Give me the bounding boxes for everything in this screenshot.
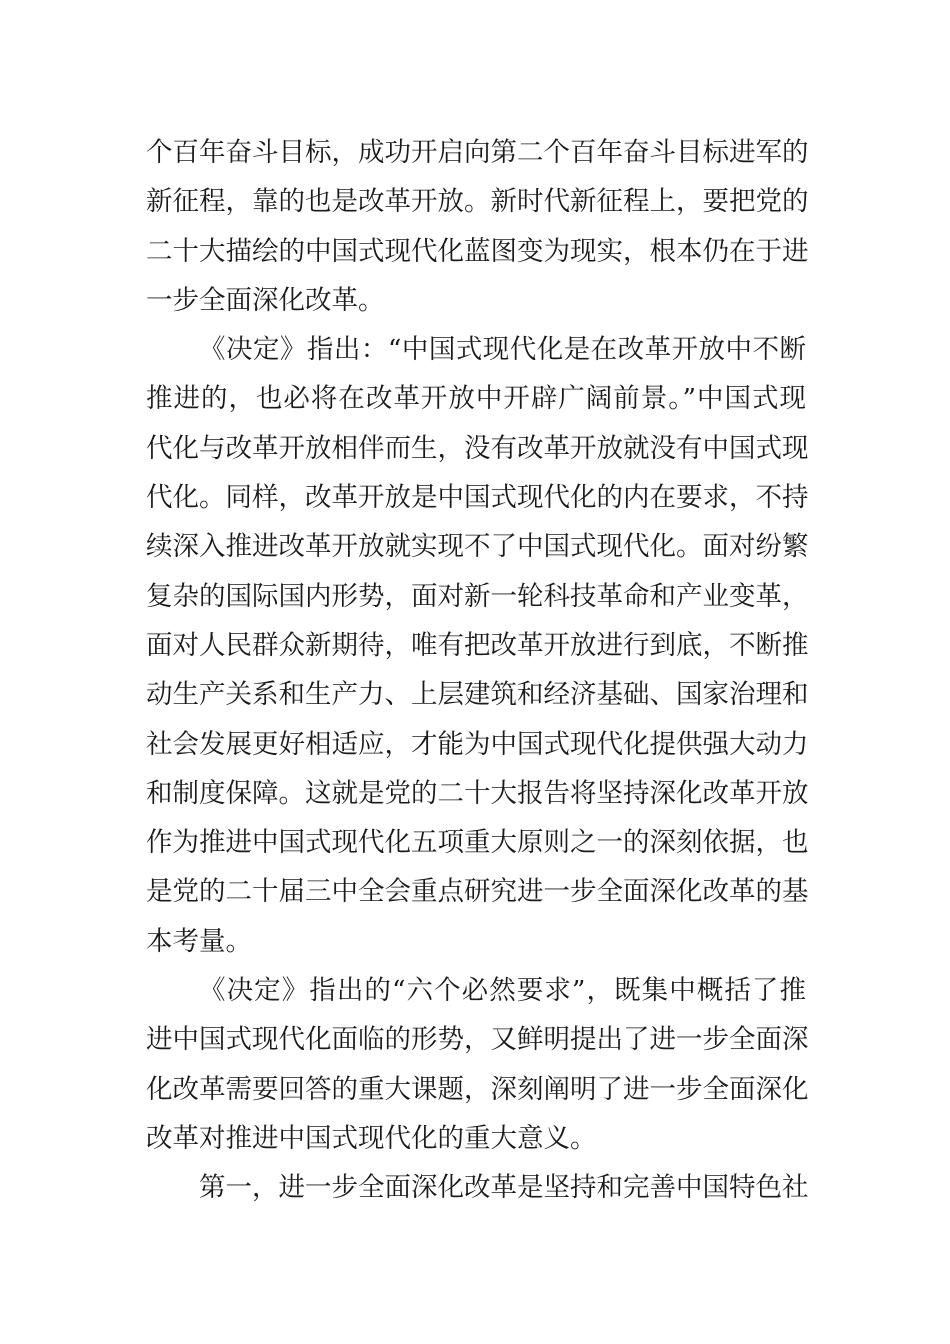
text-line: 动生产关系和生产力、上层建筑和经济基础、国家治理和 [146, 679, 809, 711]
paragraph-3 [146, 966, 809, 1163]
text-line: 化改革需要回答的重大课题，深刻阐明了进一步全面深化 [146, 1073, 809, 1105]
text-line: 本考量。 [146, 925, 252, 957]
text-line: 《决定》指出：“中国式现代化是在改革开放中不断 [199, 334, 806, 366]
text-line: 社会发展更好相适应，才能为中国式现代化提供强大动力 [146, 728, 809, 760]
text-line: 二十大描绘的中国式现代化蓝图变为现实，根本仍在于进 [146, 235, 809, 267]
text-line: 面对人民群众新期待，唯有把改革开放进行到底，不断推 [146, 629, 809, 661]
text-line: 复杂的国际国内形势，面对新一轮科技革命和产业变革， [146, 580, 809, 612]
text-line: 改革对推进中国式现代化的重大意义。 [146, 1122, 597, 1154]
text-line: 一步全面深化改革。 [146, 284, 385, 316]
paragraph-1 [146, 128, 809, 325]
text-line: 第一，进一步全面深化改革是坚持和完善中国特色社 [199, 1172, 809, 1204]
text-line: 作为推进中国式现代化五项重大原则之一的深刻依据，也 [146, 827, 809, 859]
text-line: 代化。同样，改革开放是中国式现代化的内在要求，不持 [146, 482, 809, 514]
text-line: 和制度保障。这就是党的二十大报告将坚持深化改革开放 [146, 777, 809, 809]
paragraph-4 [146, 1163, 809, 1212]
text-line: 代化与改革开放相伴而生，没有改革开放就没有中国式现 [146, 432, 809, 464]
text-line: 进中国式现代化面临的形势，又鲜明提出了进一步全面深 [146, 1024, 809, 1056]
body-text [146, 128, 809, 1213]
text-line: 《决定》指出的“六个必然要求”，既集中概括了推 [199, 975, 806, 1007]
text-line: 是党的二十届三中全会重点研究进一步全面深化改革的基 [146, 876, 809, 908]
text-line: 续深入推进改革开放就实现不了中国式现代化。面对纷繁 [146, 531, 809, 563]
text-line: 新征程，靠的也是改革开放。新时代新征程上，要把党的 [146, 186, 809, 218]
text-line: 推进的，也必将在改革开放中开辟广阔前景。”中国式现 [146, 383, 806, 415]
text-line: 个百年奋斗目标，成功开启向第二个百年奋斗目标进军的 [146, 137, 809, 168]
paragraph-2 [146, 325, 809, 966]
